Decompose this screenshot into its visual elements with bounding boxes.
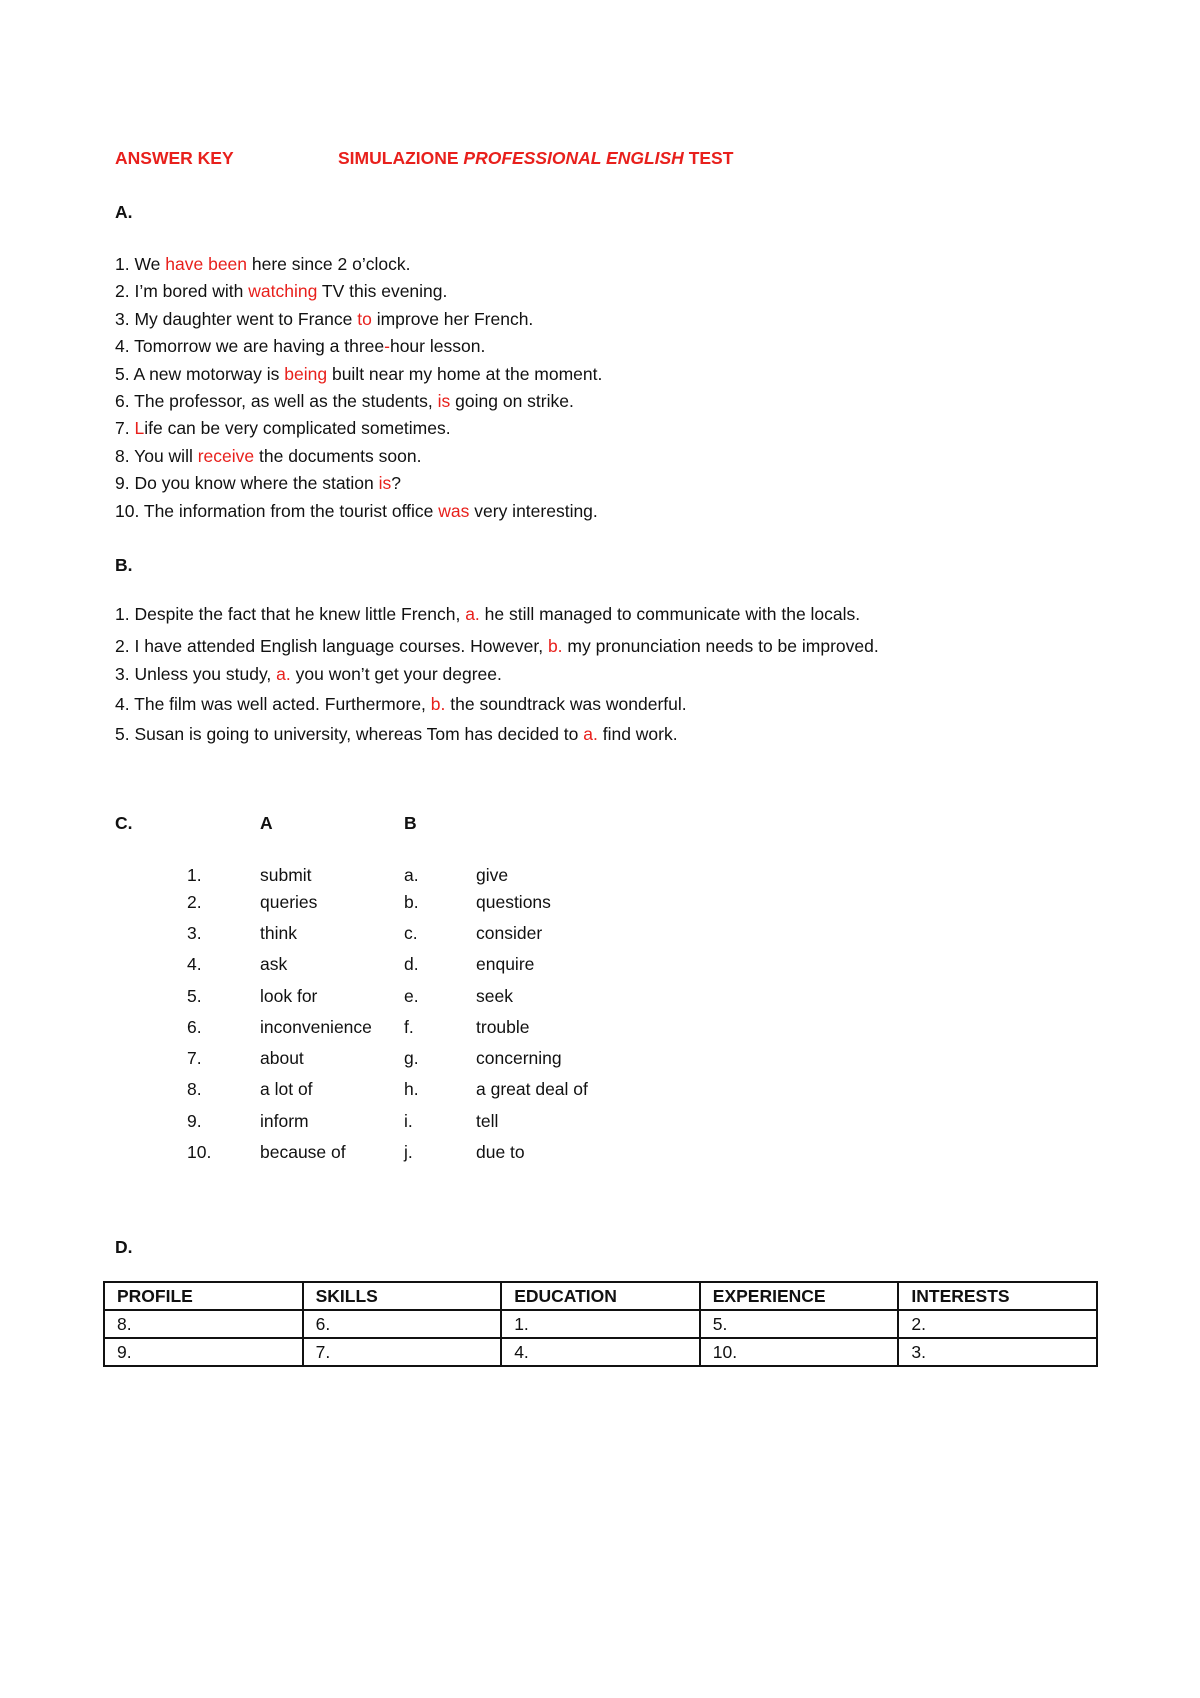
table-row — [0, 865, 1200, 887]
item-number: 9. — [115, 473, 130, 494]
answer-highlight: is — [378, 473, 392, 494]
match-letter: j. — [404, 1142, 413, 1162]
sentence-text: The professor, as well as the students, — [129, 391, 438, 411]
term-b: tell — [476, 1111, 499, 1131]
item-number: 3. — [115, 308, 130, 329]
item-number: 6. — [115, 391, 130, 411]
sentence-text: You will — [129, 445, 198, 466]
list-item — [115, 418, 451, 439]
match-number: 6. — [187, 1017, 202, 1037]
table-row — [0, 1048, 1200, 1070]
match-number: 4. — [187, 954, 202, 974]
term-b: give — [476, 865, 509, 885]
answer-highlight: is — [437, 391, 451, 411]
match-letter: i. — [404, 1111, 413, 1131]
term-b: consider — [476, 923, 543, 943]
list-item — [115, 281, 447, 302]
term-a: queries — [260, 892, 318, 912]
table-cell: 9. — [104, 1338, 303, 1366]
answer-highlight: a. — [276, 664, 291, 684]
table-cell: 6. — [303, 1310, 502, 1338]
match-number: 3. — [187, 923, 202, 943]
column-b-heading: B — [404, 813, 417, 833]
sentence-text: We — [129, 254, 166, 274]
test-title: SIMULAZIONE PROFESSIONAL ENGLISH TEST — [338, 148, 734, 168]
item-number: 8. — [115, 445, 130, 466]
item-number: 2. — [115, 636, 130, 656]
term-a: inconvenience — [260, 1017, 372, 1037]
sentence-text: Despite the fact that he knew little French, — [129, 604, 466, 624]
sentence-text: improve her French. — [371, 308, 534, 329]
section-b-heading: B. — [115, 555, 133, 575]
term-a: think — [260, 923, 297, 943]
list-item — [115, 446, 421, 467]
table-row — [0, 1142, 1200, 1164]
match-letter: c. — [404, 923, 418, 943]
item-number: 2. — [115, 281, 130, 302]
list-item — [115, 694, 687, 715]
term-a: look for — [260, 986, 318, 1006]
term-a: because of — [260, 1142, 346, 1162]
sentence-text: going on strike. — [450, 391, 574, 411]
term-b: due to — [476, 1142, 525, 1162]
sentence-text: ? — [391, 473, 402, 494]
table-cell: 7. — [303, 1338, 502, 1366]
match-letter: b. — [404, 892, 419, 912]
table-cell: 8. — [104, 1310, 303, 1338]
item-number: 1. — [115, 604, 130, 624]
list-item — [115, 636, 879, 657]
term-b: seek — [476, 986, 513, 1006]
match-letter: d. — [404, 954, 419, 974]
term-a: about — [260, 1048, 304, 1068]
table-cell: 2. — [898, 1310, 1097, 1338]
item-number: 5. — [115, 363, 130, 384]
sentence-text: The information from the tourist office — [139, 500, 439, 521]
term-b: concerning — [476, 1048, 562, 1068]
match-letter: a. — [404, 865, 419, 885]
item-number: 7. — [115, 418, 130, 439]
match-letter: e. — [404, 986, 419, 1006]
table-row — [0, 954, 1200, 976]
sentence-text: very interesting. — [469, 500, 598, 521]
table-header-row — [104, 1282, 1097, 1310]
answer-highlight: being — [284, 363, 328, 384]
page-title — [115, 148, 734, 169]
list-item — [115, 724, 678, 745]
term-b: questions — [476, 892, 551, 912]
list-item — [115, 664, 502, 685]
sentence-text: Tomorrow we are having a three — [129, 336, 385, 357]
table-header-cell: EXPERIENCE — [700, 1282, 899, 1310]
sentence-text: Susan is going to university, whereas Tom has decided to — [129, 724, 584, 744]
list-item — [115, 336, 485, 357]
table-row — [104, 1338, 1097, 1366]
table-cell: 4. — [501, 1338, 700, 1366]
section-d-heading: D. — [115, 1237, 133, 1257]
item-number: 5. — [115, 724, 130, 744]
match-letter: g. — [404, 1048, 419, 1068]
match-letter: f. — [404, 1017, 414, 1037]
sentence-text: Do you know where the station — [129, 473, 379, 494]
sentence-text: TV this evening. — [317, 281, 448, 302]
answer-highlight: - — [384, 336, 390, 357]
table-cell: 1. — [501, 1310, 700, 1338]
section-c-heading: C. — [115, 813, 133, 833]
table-row — [0, 986, 1200, 1008]
item-number: 10. — [115, 500, 140, 521]
sentence-text: he still managed to communicate with the locals. — [479, 604, 861, 624]
table-cell: 5. — [700, 1310, 899, 1338]
table-row — [0, 1079, 1200, 1101]
term-b: a great deal of — [476, 1079, 588, 1099]
list-item — [115, 501, 598, 522]
term-a: a lot of — [260, 1079, 313, 1099]
item-number: 4. — [115, 694, 130, 714]
term-b: trouble — [476, 1017, 530, 1037]
answer-highlight: receive — [197, 445, 255, 466]
table-cell: 10. — [700, 1338, 899, 1366]
column-a-heading: A — [260, 813, 273, 833]
table-row — [104, 1310, 1097, 1338]
sentence-text: I have attended English language courses. However, — [129, 636, 548, 656]
answer-highlight: L — [134, 418, 145, 439]
match-number: 8. — [187, 1079, 202, 1099]
sentence-text: ife can be very complicated sometimes. — [144, 418, 451, 439]
table-cell: 3. — [898, 1338, 1097, 1366]
answer-highlight: b. — [547, 636, 563, 656]
term-a: inform — [260, 1111, 309, 1131]
term-a: ask — [260, 954, 288, 974]
list-item — [115, 604, 860, 625]
answer-highlight: a. — [465, 604, 480, 624]
table-header-cell: INTERESTS — [898, 1282, 1097, 1310]
sentence-text: My daughter went to France — [129, 308, 358, 329]
match-number: 9. — [187, 1111, 202, 1131]
match-number: 2. — [187, 892, 202, 912]
match-number: 1. — [187, 865, 202, 885]
list-item — [115, 254, 410, 275]
sentence-text: you won’t get your degree. — [290, 664, 502, 684]
answer-highlight: to — [357, 308, 372, 329]
list-item — [115, 391, 574, 412]
item-number: 3. — [115, 664, 130, 684]
term-b: enquire — [476, 954, 535, 974]
section-a-heading: A. — [115, 202, 133, 222]
table-row — [0, 923, 1200, 945]
match-number: 7. — [187, 1048, 202, 1068]
sentence-text: built near my home at the moment. — [327, 363, 603, 384]
item-number: 4. — [115, 336, 130, 357]
table-row — [0, 1111, 1200, 1133]
term-a: submit — [260, 865, 312, 885]
sentence-text: the documents soon. — [254, 445, 422, 466]
sentence-text: I’m bored with — [129, 281, 249, 302]
table-header-cell: EDUCATION — [501, 1282, 700, 1310]
table-header-cell: SKILLS — [303, 1282, 502, 1310]
sentence-text: A new motorway is — [129, 363, 285, 384]
answer-highlight: was — [438, 500, 470, 521]
match-letter: h. — [404, 1079, 419, 1099]
sentence-text: The film was well acted. Furthermore, — [129, 694, 431, 714]
sentence-text: find work. — [597, 724, 678, 744]
sentence-text: Unless you study, — [129, 664, 277, 684]
item-number: 1. — [115, 254, 130, 274]
match-number: 10. — [187, 1142, 212, 1162]
answer-highlight: have been — [165, 254, 248, 274]
answer-highlight: b. — [430, 694, 446, 714]
sentence-text: the soundtrack was wonderful. — [445, 694, 687, 714]
sentence-text: here since 2 o’clock. — [247, 254, 411, 274]
cv-sections-table — [103, 1281, 1098, 1367]
answer-key-label: ANSWER KEY — [115, 148, 234, 168]
table-row — [0, 1017, 1200, 1039]
sentence-text: hour lesson. — [389, 336, 486, 357]
list-item — [115, 309, 533, 330]
match-number: 5. — [187, 986, 202, 1006]
table-row — [0, 892, 1200, 914]
table-header-cell: PROFILE — [104, 1282, 303, 1310]
sentence-text: my pronunciation needs to be improved. — [562, 636, 879, 656]
list-item — [115, 364, 602, 385]
list-item — [115, 473, 401, 494]
answer-highlight: watching — [248, 281, 318, 302]
answer-highlight: a. — [583, 724, 598, 744]
